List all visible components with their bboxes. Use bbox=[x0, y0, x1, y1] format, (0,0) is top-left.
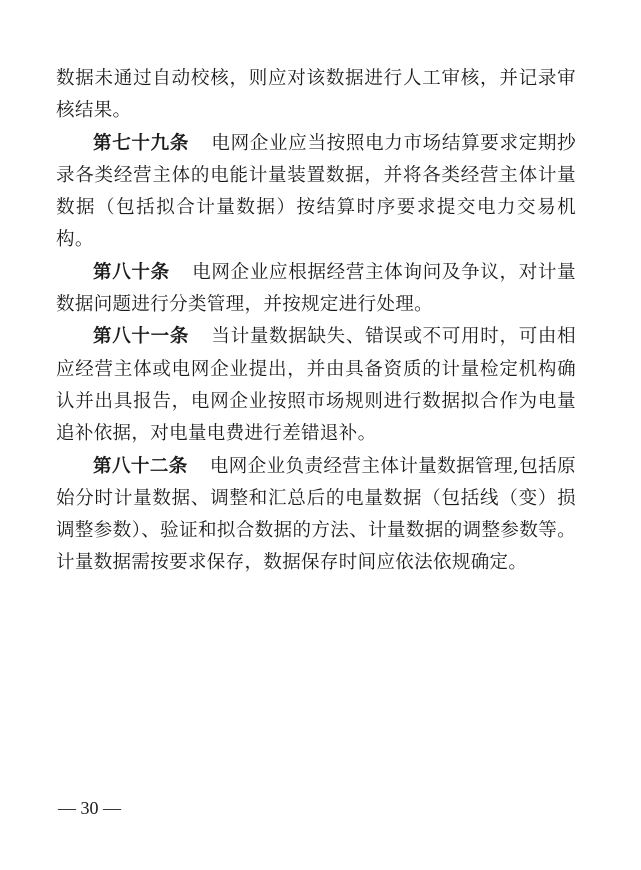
paragraph-text: 数据未通过自动校核，则应对该数据进行人工审核，并记录审核结果。 bbox=[56, 68, 576, 122]
article-title: 第七十九条 bbox=[93, 132, 190, 154]
article-title: 第八十条 bbox=[93, 261, 170, 283]
article-81 bbox=[56, 321, 576, 450]
article-82 bbox=[56, 451, 576, 580]
body-text bbox=[56, 63, 576, 580]
article-80 bbox=[56, 257, 576, 322]
article-text: 电网企业应当按照电力市场结算要求定期抄录各类经营主体的电能计量装置数据，并将各类经营主体计量数据（包括拟合计量数据）按结算时序要求提交电力交易机构。 bbox=[56, 132, 576, 251]
article-title: 第八十二条 bbox=[93, 455, 188, 477]
article-title: 第八十一条 bbox=[93, 326, 190, 348]
article-text: 电网企业应根据经营主体询问及争议，对计量数据问题进行分类管理，并按规定进行处理。 bbox=[56, 261, 576, 316]
article-79 bbox=[56, 128, 576, 257]
article-text: 电网企业负责经营主体计量数据管理,包括原始分时计量数据、调整和汇总后的电量数据（包括线（变）损调整参数）、验证和拟合数据的方法、计量数据的调整参数等。计量数据需按要求保存，数据保存时间应依法依规确定。 bbox=[56, 455, 576, 574]
page-number: — 30 — bbox=[58, 798, 121, 818]
article-text: 当计量数据缺失、错误或不可用时，可由相应经营主体或电网企业提出，并由具备资质的计量检定机构确认并出具报告，电网企业按照市场规则进行数据拟合作为电量追补依据，对电量电费进行差错退补。 bbox=[56, 326, 576, 445]
paragraph-continuation bbox=[56, 63, 576, 128]
